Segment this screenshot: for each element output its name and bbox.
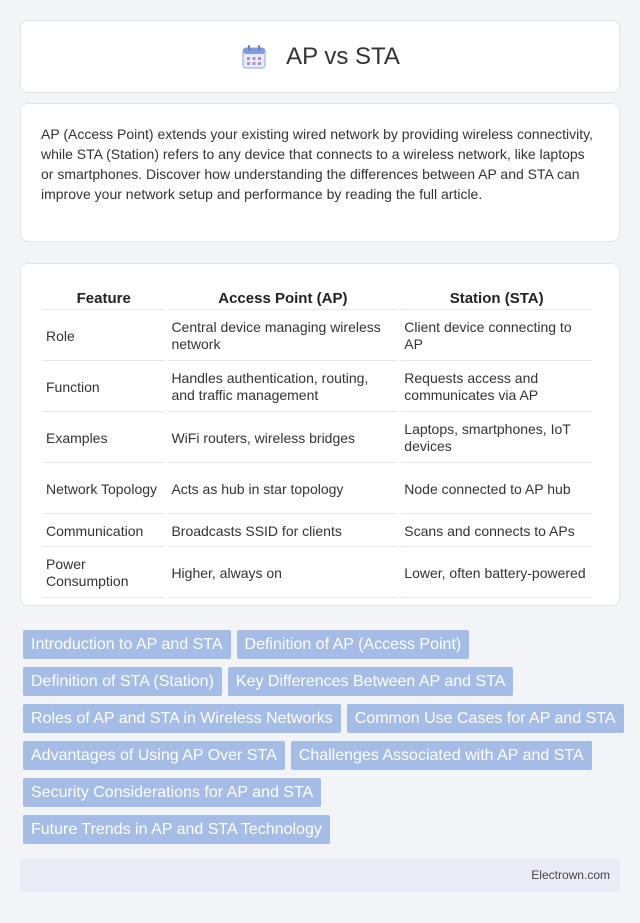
table-cell-ap: WiFi routers, wireless bridges [168,414,397,463]
footer [20,859,620,892]
column-header-ap: Access Point (AP) [168,286,397,310]
table-cell-sta: Requests access and communicates via AP [401,363,592,412]
footer-link[interactable]: Electrown.com [531,868,610,882]
intro-card [20,103,620,242]
topic-tags [23,630,623,852]
table-cell-ap: Acts as hub in star topology [168,465,397,514]
tag-security[interactable]: Security Considerations for AP and STA [23,778,321,807]
calendar-grid-icon [240,43,268,71]
comparison-table [39,284,596,600]
comparison-table-card [20,263,620,606]
tag-key-differences[interactable]: Key Differences Between AP and STA [228,667,514,696]
tag-advantages[interactable]: Advantages of Using AP Over STA [23,741,285,770]
table-cell-ap: Central device managing wireless network [168,312,397,361]
tag-row [23,630,623,659]
tag-row [23,704,623,733]
table-row [43,516,592,547]
table-row [43,465,592,514]
tag-definition-ap[interactable]: Definition of AP (Access Point) [237,630,470,659]
table-cell-feature: Power Consumption [43,549,164,598]
table-cell-sta: Client device connecting to AP [401,312,592,361]
table-cell-sta: Scans and connects to APs [401,516,592,547]
table-cell-feature: Network Topology [43,465,164,514]
table-header-row [43,286,592,310]
page-title: AP vs STA [286,42,400,70]
intro-text: AP (Access Point) extends your existing wired network by providing wireless connectivity, while STA (Station) refers to any device that connects to a wireless network, like laptops or smartphones. Discover how understanding the differences between AP and STA can improve your network setup and performance by reading the full article. [41,126,593,202]
column-header-sta: Station (STA) [401,286,592,310]
table-cell-sta: Node connected to AP hub [401,465,592,514]
tag-row [23,741,623,770]
tag-challenges[interactable]: Challenges Associated with AP and STA [291,741,592,770]
table-cell-ap: Handles authentication, routing, and traffic management [168,363,397,412]
tag-row [23,815,623,844]
column-header-feature: Feature [43,286,164,310]
tag-row [23,667,623,696]
tag-definition-sta[interactable]: Definition of STA (Station) [23,667,222,696]
tag-introduction[interactable]: Introduction to AP and STA [23,630,231,659]
table-cell-feature: Role [43,312,164,361]
tag-future-trends[interactable]: Future Trends in AP and STA Technology [23,815,330,844]
tag-row [23,778,623,807]
header-card [20,20,620,93]
header [240,43,400,71]
table-cell-ap: Higher, always on [168,549,397,598]
table-row [43,549,592,598]
table-row [43,312,592,361]
table-cell-sta: Lower, often battery-powered [401,549,592,598]
table-cell-feature: Communication [43,516,164,547]
tag-roles[interactable]: Roles of AP and STA in Wireless Networks [23,704,341,733]
table-cell-sta: Laptops, smartphones, IoT devices [401,414,592,463]
table-row [43,363,592,412]
table-cell-feature: Function [43,363,164,412]
table-row [43,414,592,463]
table-cell-ap: Broadcasts SSID for clients [168,516,397,547]
tag-use-cases[interactable]: Common Use Cases for AP and STA [347,704,624,733]
table-cell-feature: Examples [43,414,164,463]
